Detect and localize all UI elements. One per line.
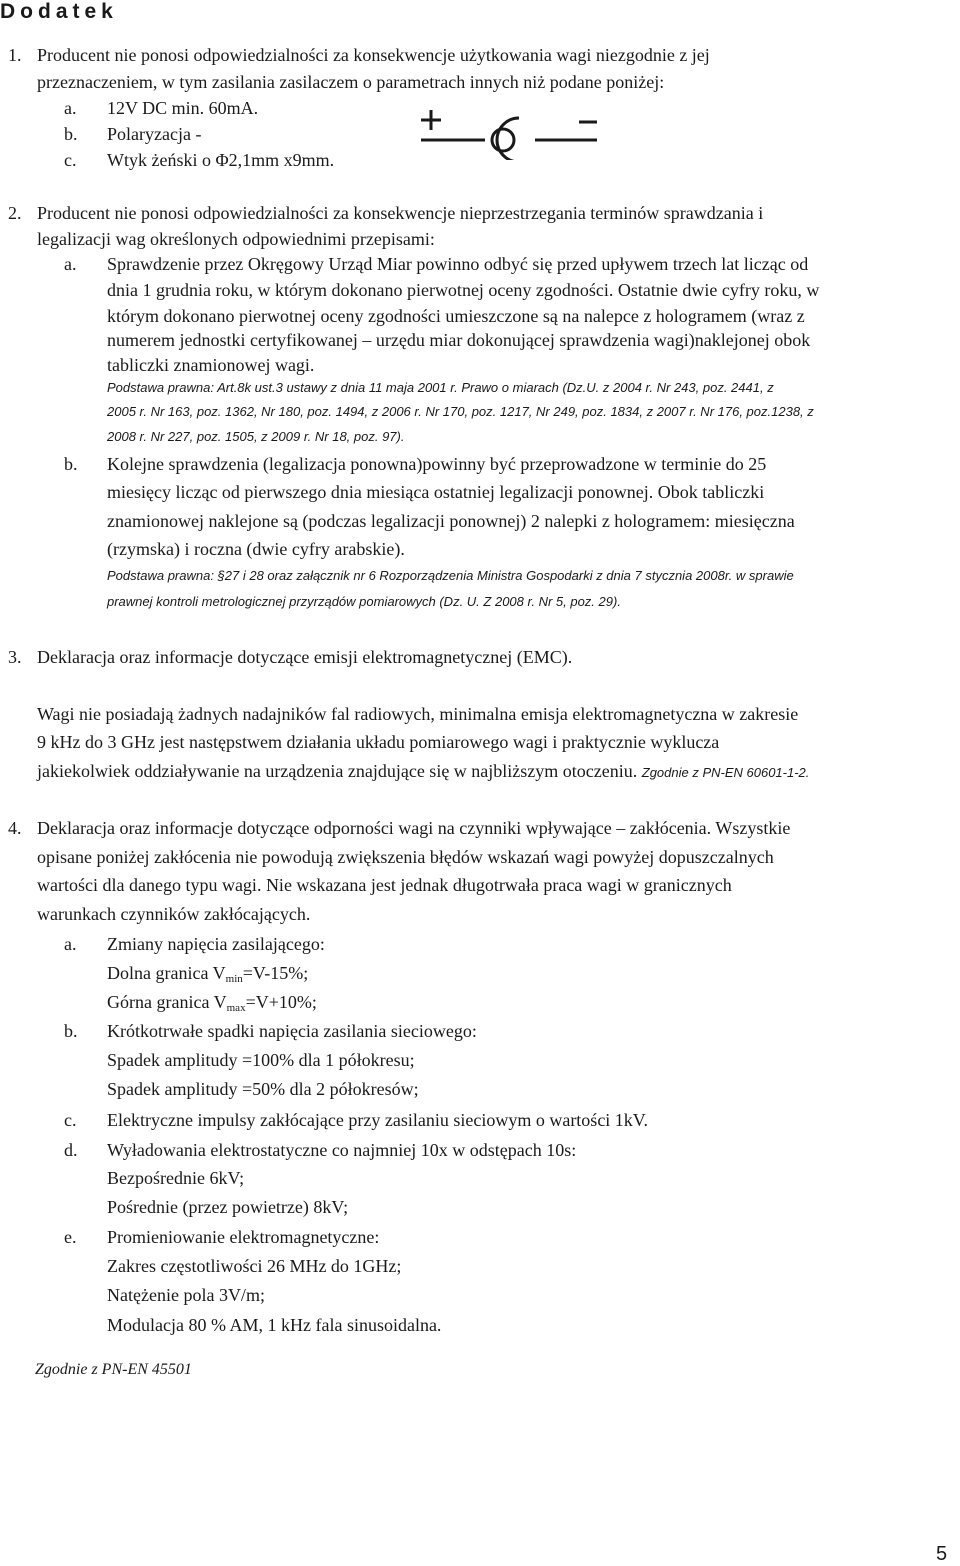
item-4b-line-2: Spadek amplitudy =50% dla 2 półokresów; (107, 1079, 419, 1099)
item-2b-line-2: miesięcy licząc od pierwszego dnia miesiąca ostatniej legalizacji ponownej. Obok tabliczki (107, 482, 765, 502)
section-4-line-2: opisane poniżej zakłócenia nie powodują zwiększenia błędów wskazań wagi powyżej dopuszczalnych (37, 847, 774, 867)
item-1b-text: Polaryzacja - (107, 124, 202, 144)
section-3-line-2: 9 kHz do 3 GHz jest następstwem działania układu pomiarowego wagi i praktycznie wyklucza (37, 732, 720, 752)
section-3-line-3-text: jakiekolwiek oddziaływanie na urządzenia znajdujące się w najbliższym otoczeniu. (37, 761, 638, 781)
page-title: Dodatek (0, 0, 118, 23)
section-4-line-1: Deklaracja oraz informacje dotyczące odporności wagi na czynniki wpływające – zakłócenia. Wszystkie (37, 818, 791, 838)
standard-footnote: Zgodnie z PN-EN 45501 (35, 1361, 192, 1378)
section-4-line-4: warunkach czynników zakłócających. (37, 904, 311, 924)
voltage-upper-subscript: max (226, 1002, 246, 1014)
section-1-line-2: przeznaczeniem, w tym zasilania zasilaczem o parametrach innych niż podane poniżej: (37, 72, 665, 92)
item-4c-label: c. (64, 1110, 77, 1130)
item-2b-line-3: znamionowej naklejone są (podczas legalizacji ponownej) 2 nalepki z hologramem: miesięczna (107, 511, 795, 531)
item-1a-text: 12V DC min. 60mA. (107, 98, 259, 118)
item-4d-line-1: Bezpośrednie 6kV; (107, 1168, 245, 1188)
item-4e-line-2: Natężenie pola 3V/m; (107, 1285, 265, 1305)
section-4-number: 4. (8, 818, 22, 838)
item-1c-label: c. (64, 150, 77, 170)
voltage-lower-label: Dolna granica V (107, 963, 226, 983)
legal-reference-5: prawnej kontroli metrologicznej przyrządów pomiarowych (Dz. U. Z 2008 r. Nr 5, poz. 29). (107, 594, 621, 609)
section-3-reference: Zgodnie z PN-EN 60601-1-2. (641, 765, 810, 780)
section-2-number: 2. (8, 203, 22, 223)
page-number: 5 (936, 1543, 948, 1565)
item-4a-label: a. (64, 934, 77, 954)
voltage-upper-label: Górna granica V (107, 992, 227, 1012)
item-4e-line-3: Modulacja 80 % AM, 1 kHz fala sinusoidalna. (107, 1315, 442, 1335)
item-4e-text: Promieniowanie elektromagnetyczne: (107, 1227, 380, 1247)
voltage-upper-limit (107, 992, 317, 1014)
section-2-line-2: legalizacji wag określonych odpowiednimi przepisami: (37, 229, 435, 249)
legal-reference-4: Podstawa prawna: §27 i 28 oraz załącznik nr 6 Rozporządzenia Ministra Gospodarki z dnia 7 stycznia 2008r. w sprawie (107, 568, 794, 583)
section-1-number: 1. (8, 45, 22, 65)
section-2-line-1: Producent nie ponosi odpowiedzialności za konsekwencje nieprzestrzegania terminów sprawdzania i (37, 203, 764, 223)
voltage-lower-limit (107, 963, 308, 985)
item-4a-text: Zmiany napięcia zasilającego: (107, 934, 325, 954)
voltage-upper-value: =V+10%; (245, 992, 317, 1012)
item-4e-label: e. (64, 1227, 77, 1247)
voltage-lower-value: =V-15%; (242, 963, 309, 983)
section-3-number: 3. (8, 647, 22, 667)
item-4b-text: Krótkotrwałe spadki napięcia zasilania sieciowego: (107, 1021, 477, 1041)
item-1c-text: Wtyk żeński o Φ2,1mm x9mm. (107, 150, 335, 170)
item-2b-label: b. (64, 454, 78, 474)
legal-reference-3: 2008 r. Nr 227, poz. 1505, z 2009 r. Nr 18, poz. 97). (107, 429, 405, 444)
item-2b-line-1: Kolejne sprawdzenia (legalizacja ponowna)powinny być przeprowadzone w terminie do 25 (107, 454, 767, 474)
section-3-heading: Deklaracja oraz informacje dotyczące emisji elektromagnetycznej (EMC). (37, 647, 573, 667)
polarity-icon (415, 108, 605, 160)
item-2a-line-4: numerem jednostki certyfikowanej – urzędu miar dokonującej sprawdzenia wagi)naklejonej obok (107, 330, 811, 350)
item-4d-label: d. (64, 1140, 78, 1160)
item-1a-label: a. (64, 98, 77, 118)
item-4d-line-2: Pośrednie (przez powietrze) 8kV; (107, 1197, 349, 1217)
item-1b-label: b. (64, 124, 78, 144)
item-4b-label: b. (64, 1021, 78, 1041)
item-2a-line-5: tabliczki znamionowej wagi. (107, 355, 315, 375)
item-4e-line-1: Zakres częstotliwości 26 MHz do 1GHz; (107, 1256, 402, 1276)
legal-reference-2: 2005 r. Nr 163, poz. 1362, Nr 180, poz. 1494, z 2006 r. Nr 170, poz. 1217, Nr 249, poz. 1834, z 2007 r. Nr 176, poz.1238, z (107, 404, 814, 419)
legal-reference-1: Podstawa prawna: Art.8k ust.3 ustawy z dnia 11 maja 2001 r. Prawo o miarach (Dz.U. z 2004 r. Nr 243, poz. 2441, z (107, 380, 774, 395)
item-2a-line-2: dnia 1 grudnia roku, w którym dokonano pierwotnej oceny zgodności. Ostatnie dwie cyfry roku, w (107, 280, 820, 300)
section-3-line-3 (37, 761, 809, 782)
voltage-lower-subscript: min (225, 973, 243, 985)
item-4b-line-1: Spadek amplitudy =100% dla 1 półokresu; (107, 1050, 415, 1070)
section-3-line-1: Wagi nie posiadają żadnych nadajników fal radiowych, minimalna emisja elektromagnetyczna w zakresie (37, 704, 799, 724)
item-4c-text: Elektryczne impulsy zakłócające przy zasilaniu sieciowym o wartości 1kV. (107, 1110, 648, 1130)
item-2b-line-4: (rzymska) i roczna (dwie cyfry arabskie). (107, 539, 405, 559)
item-4d-text: Wyładowania elektrostatyczne co najmniej 10x w odstępach 10s: (107, 1140, 577, 1160)
item-2a-label: a. (64, 254, 77, 274)
item-2a-line-3: którym dokonano pierwotnej oceny zgodności umieszczone są na nalepce z hologramem (wraz z (107, 306, 805, 326)
polarity-diagram (415, 108, 605, 160)
item-2a-line-1: Sprawdzenie przez Okręgowy Urząd Miar powinno odbyć się przed upływem trzech lat licząc od (107, 254, 809, 274)
section-4-line-3: wartości dla danego typu wagi. Nie wskazana jest jednak długotrwała praca wagi w granicznych (37, 875, 732, 895)
section-1-line-1: Producent nie ponosi odpowiedzialności za konsekwencje użytkowania wagi niezgodnie z jej (37, 45, 710, 65)
